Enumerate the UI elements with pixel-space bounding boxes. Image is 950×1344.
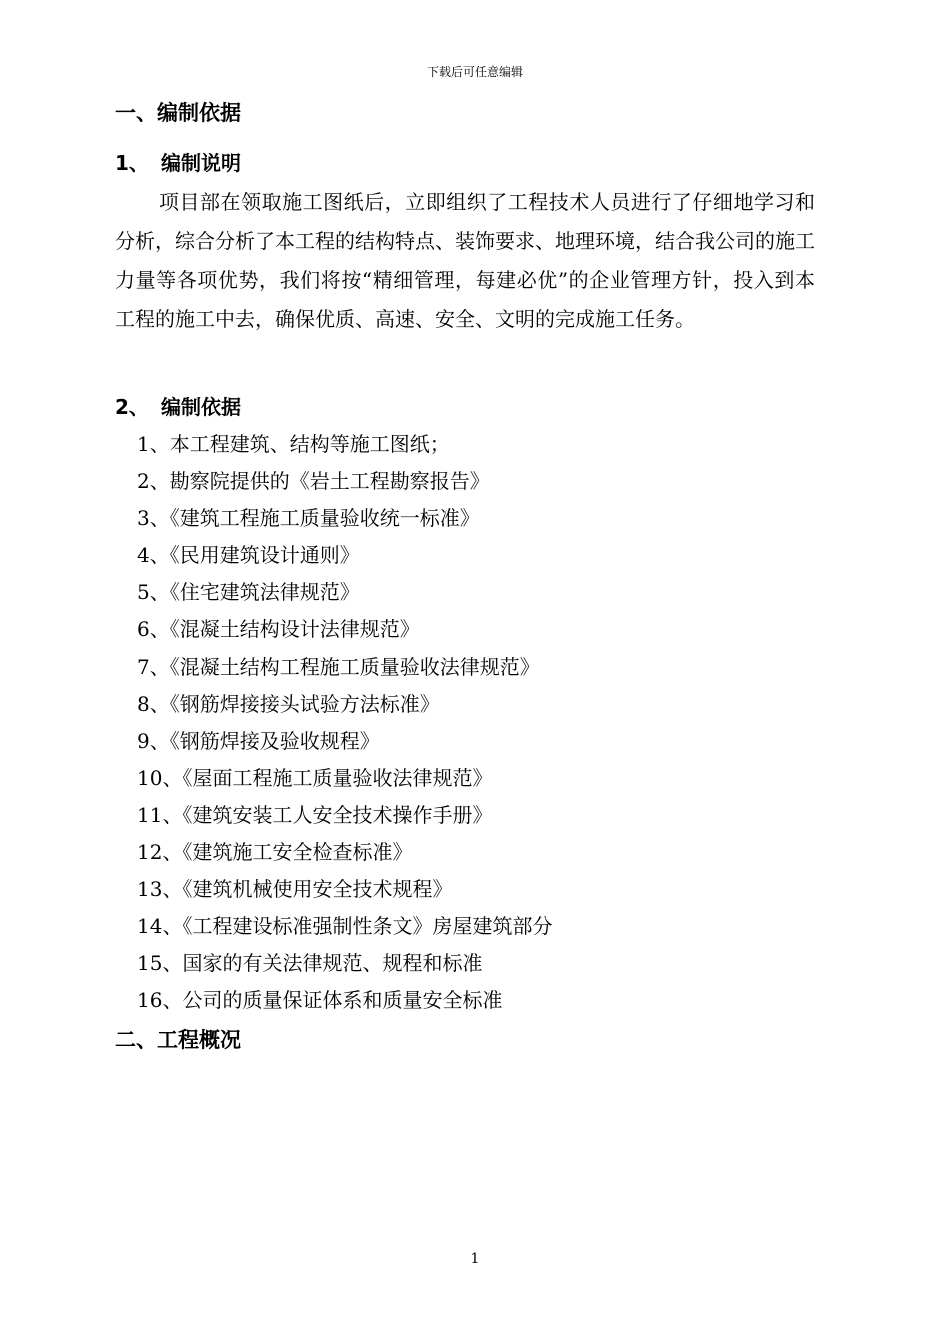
header-note: 下载后可任意编辑 (426, 65, 523, 79)
page-number: 1 (470, 1251, 480, 1267)
list-item: 15、国家的有关法律规范、规程和标准 (137, 951, 483, 976)
section-1-heading: 一、编制依据 (115, 101, 241, 125)
list-item: 16、公司的质量保证体系和质量安全标准 (137, 988, 503, 1013)
list-item: 6、《混凝土结构设计法律规范》 (137, 617, 420, 642)
subsection-2-number: 2、 (115, 395, 149, 419)
section-2-heading: 二、工程概况 (115, 1028, 241, 1052)
subsection-2-heading (115, 393, 241, 421)
list-item: 10、《屋面工程施工质量验收法律规范》 (137, 765, 493, 790)
subsection-1-title: 编制说明 (161, 151, 241, 175)
list-item: 13、《建筑机械使用安全技术规程》 (137, 877, 453, 902)
reference-list (137, 426, 552, 1020)
list-item: 1、本工程建筑、结构等施工图纸； (137, 432, 450, 456)
list-item: 5、《住宅建筑法律规范》 (137, 580, 360, 605)
description-paragraph: 项目部在领取施工图纸后，立即组织了工程技术人员进行了仔细地学习和分析，综合分析了本工程的结构特点、装饰要求、地理环境，结合我公司的施工力量等各项优势，我们将按“精细管理，每建必优”的企业管理方针，投入到本工程的施工中去，确保优质、高速、安全、文明的完成施工任务。 (115, 190, 815, 331)
subsection-1-number: 1、 (115, 151, 149, 175)
list-item: 2、勘察院提供的《岩土工程勘察报告》 (137, 469, 490, 494)
list-item: 12、《建筑施工安全检查标准》 (137, 840, 413, 865)
list-item: 7、《混凝土结构工程施工质量验收法律规范》 (137, 654, 540, 679)
list-item: 14、《工程建设标准强制性条文》房屋建筑部分 (137, 914, 553, 939)
list-item: 3、《建筑工程施工质量验收统一标准》 (137, 506, 480, 531)
subsection-2-title: 编制依据 (161, 395, 241, 419)
list-item: 4、《民用建筑设计通则》 (137, 543, 360, 568)
subsection-1-heading (115, 149, 241, 177)
list-item: 9、《钢筋焊接及验收规程》 (137, 728, 380, 753)
list-item: 8、《钢筋焊接接头试验方法标准》 (137, 691, 440, 716)
list-item: 11、《建筑安装工人安全技术操作手册》 (137, 802, 493, 827)
